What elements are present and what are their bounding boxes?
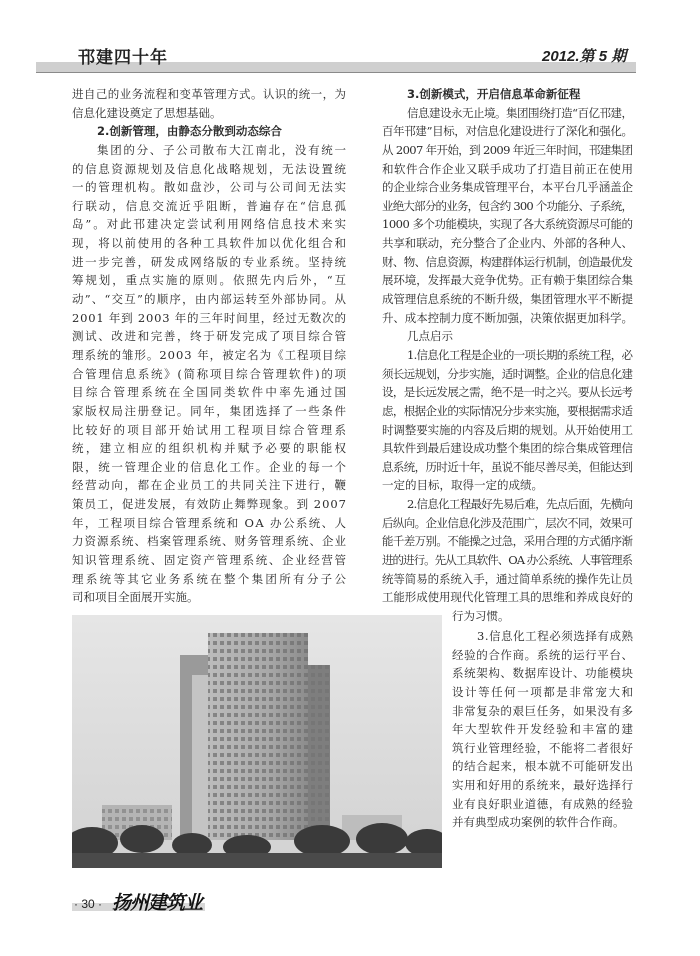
page-number: · 30 · [74,897,103,911]
text-line: 筹规划，重点实施的原则。依照先内后外，“互 [72,273,348,288]
text-line: 统，建立相应的组织机构并赋予必要的职能权 [72,441,349,456]
text-line: 展环境，发挥最大竞争优势。正有赖于集团综合集 [382,273,633,288]
text-line: 司和项目全面展开实施。 [72,590,199,605]
text-line: 集团的分、子公司散布大江南北，没有统一 [97,142,348,157]
text-line: 限，统一管理企业的信息化工作。企业的每一个 [72,459,348,474]
text-line: 成管理信息系统的不断升级，集团管理水平不断提 [382,292,633,307]
text-line: 进一步完善，研发成网络版的专业系统。坚持统 [72,254,348,269]
text-line: 系统架构、数据库设计、功能模块 [452,666,634,681]
text-line: 合管理信息系统》(简称项目综合管理软件)的项 [72,366,348,381]
text-line: 和软件合作企业又联手成功了打造目前正在使用 [382,161,634,176]
text-line: 须长远规划，分步实施，适时调整。企业的信息化建 [382,366,633,381]
narrow-text-column [452,627,633,832]
text-line: 经营动向，都在企业员工的共同关注下进行，鞭 [72,478,348,493]
text-line: 行为习惯。 [452,608,510,623]
building-illustration [72,615,442,868]
text-line: 3.信息化工程必须选择有成熟 [477,629,634,643]
text-line: 时调整要实施的内容及后期的规划。从开始使用工 [382,422,633,437]
text-line: 现，将以前使用的各种工具软件加以优化组合和 [72,236,348,251]
text-line: 工能形成使用现代化管理工具的思维和养成良好的 [382,590,633,605]
text-line: 1000 多个功能模块，实现了各大系统资源尽可能的 [382,217,633,232]
text-line: 2001 年到 2003 年的三年时间里，经过无数次的 [72,310,347,325]
text-line: 一定的目标，取得一定的成绩。 [382,478,543,493]
issue-label: 2012.第 5 期 [542,48,627,65]
right-text-column [382,85,633,626]
text-line: 一的管理机构。散如盘沙，公司与公司间无法实 [72,180,348,195]
section-heading: 3.创新模式，开启信息革命新征程 [407,87,581,101]
text-line: 2.信息化工程最好先易后难，先点后面，先横向 [407,497,633,512]
text-line: 年大型软件开发经验和丰富的建 [452,722,635,737]
text-line: 测试、改进和完善，终于研发完成了项目综合管 [72,329,348,344]
text-line: 百年邗建”目标，对信息化建设进行了深化和强化。 [382,124,633,139]
text-line: 具软件到最后建设成功整个集团的综合集成管理信 [382,441,633,456]
text-line: 能千差万别。不能操之过急，采用合理的方式循序渐 [382,534,633,549]
text-line: 的结合起来，根本就不可能研发出 [452,759,634,774]
magazine-logo: 扬州建筑业 [112,892,203,914]
text-line: 并有典型成功案例的软件合作商。 [452,815,625,830]
text-line: 设计等任何一项都是非常宠大和 [452,684,635,699]
text-line: 经验的合作商。系统的运行平台、 [452,647,634,662]
text-line: 理系统的雏形。2003 年，被定名为《工程项目综 [72,347,347,362]
text-line: 非常复杂的艰巨任务，如果没有多 [452,703,634,718]
text-line: 行联动，信息交流近乎阻断，普遍存在“信息孤 [72,198,348,213]
subsection-heading: 几点启示 [407,329,453,344]
text-line: 岛”。对此邗建决定尝试利用网络信息技术来实 [72,217,348,232]
text-line: 业绝大部分的业务，包含约 300 个功能分、子系统， [382,198,633,213]
text-line: 信息化建设奠定了思想基础。 [72,105,222,120]
section-heading: 2.创新管理，由静态分散到动态综合 [97,124,282,139]
text-line: 后纵向。企业信息化涉及范围广，层次不同，效果可 [382,515,633,530]
text-line: 1.信息化工程是企业的一项长期的系统工程，必 [407,347,633,362]
section-title: 邗建四十年 [78,48,168,68]
text-line: 年，工程项目综合管理系统和 OA 办公系统、人 [72,515,348,530]
text-line: 力资源系统、档案管理系统、财务管理系统、企业 [72,534,347,549]
text-line: 统等简易的系统入手，通过简单系统的操作先让员 [382,571,633,586]
text-line: 家版权局注册登记。同年，集团选择了一些条件 [72,403,348,418]
building-photo [72,615,442,868]
text-line: 息系统，历时近十年，虽说不能尽善尽美，但能达到 [382,459,633,474]
text-line: 筑行业管理经验，不能将二者很好 [452,740,634,755]
text-line: 财、物、信息资源，构建群体运行机制，创造最优发 [382,254,633,269]
left-text-column [72,85,349,607]
text-line: 比较好的项目部开始试用工程项目综合管理系 [72,422,349,437]
text-line: 实用和好用的系统来，最好选择行 [452,778,634,793]
text-line: 理系统等其它业务系统在整个集团所有分子公 [72,571,349,586]
text-line: 进的进行。先从工具软件、OA 办公系统、人事管理系 [382,553,633,568]
text-line: 业有良好职业道德，有成熟的经验 [452,796,634,811]
text-line: 的信息资源规划及信息化战略规划，无法设置统 [72,161,348,176]
text-line: 升、成本控制力度不断加强，决策依据更加科学。 [382,310,633,325]
text-line: 的企业综合业务集成管理平台，本平台几乎涵盖企 [382,180,633,195]
text-line: 从 2007 年开始，到 2009 年近三年时间，邗建集团 [382,142,633,157]
text-line: 目综合管理系统在全国同类软件中率先通过国 [72,385,349,400]
text-line: 动”、“交互”的顺序，由内部运转至外部协同。从 [72,292,348,307]
text-line: 知识管理系统、固定资产管理系统、企业经营管 [72,553,348,568]
text-line: 策员工，促进发展，有效防止舞弊现象。到 2007 [72,497,347,512]
text-line: 进自己的业务流程和变革管理方式。认识的统一，为 [72,87,347,101]
text-line: 设，是长远发展之需，绝不是一时之兴。要从长远考 [382,385,633,400]
text-line: 信息建设永无止境。集团围绕打造“百亿邗建， [407,105,633,120]
text-line: 虑，根据企业的实际情况分步来实施，要根据需求适 [382,403,633,418]
text-line: 共享和联动，充分整合了企业内、外部的各种人、 [382,236,633,251]
